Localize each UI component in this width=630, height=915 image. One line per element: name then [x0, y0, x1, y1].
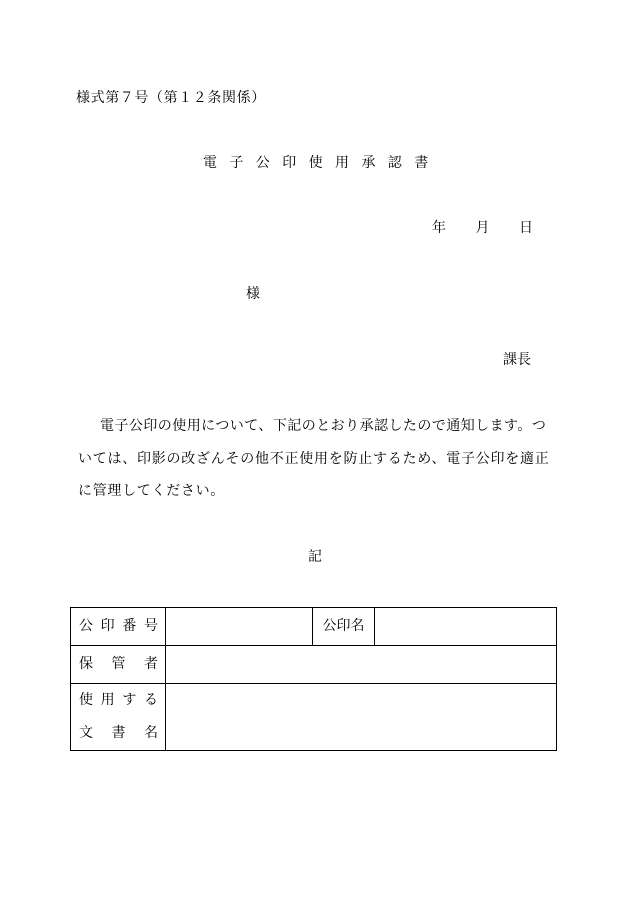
seal-number-label: 公印番号: [79, 619, 158, 634]
document-name-label-line: 文書名: [79, 726, 158, 741]
body-line: いては、印影の改ざんその他不正使用を防止するため、電子公印を適正: [78, 451, 550, 467]
table-row: [71, 684, 557, 751]
seal-number-value-cell: [166, 608, 313, 646]
document-name-label-cell: [71, 684, 166, 751]
document-title: 電子公印使用承認書: [203, 156, 441, 171]
seal-name-label: 公印名: [322, 618, 365, 634]
sender-title: 課長: [503, 353, 531, 368]
seal-name-label-cell: [313, 608, 375, 646]
table-row: [71, 646, 557, 684]
body-line: に管理してください。: [78, 484, 225, 499]
record-heading: 記: [308, 550, 322, 565]
document-name-label-line: 使用する: [79, 693, 158, 708]
body-line: 電子公印の使用について、下記のとおり承認したので通知します。つ: [100, 419, 547, 434]
seal-name-value-cell: [375, 608, 557, 646]
custodian-label-cell: [71, 646, 166, 684]
date-line: 年 月 日: [432, 221, 534, 236]
custodian-value-cell: [166, 646, 557, 684]
seal-info-table: [70, 607, 557, 751]
table-row: [71, 608, 557, 646]
custodian-label: 保管者: [79, 657, 158, 672]
seal-number-label-cell: [71, 608, 166, 646]
document-name-value-cell: [166, 684, 557, 751]
body-paragraph: [78, 411, 558, 509]
addressee-honorific: 様: [246, 287, 260, 302]
form-number-label: 様式第７号（第１２条関係）: [76, 91, 266, 106]
